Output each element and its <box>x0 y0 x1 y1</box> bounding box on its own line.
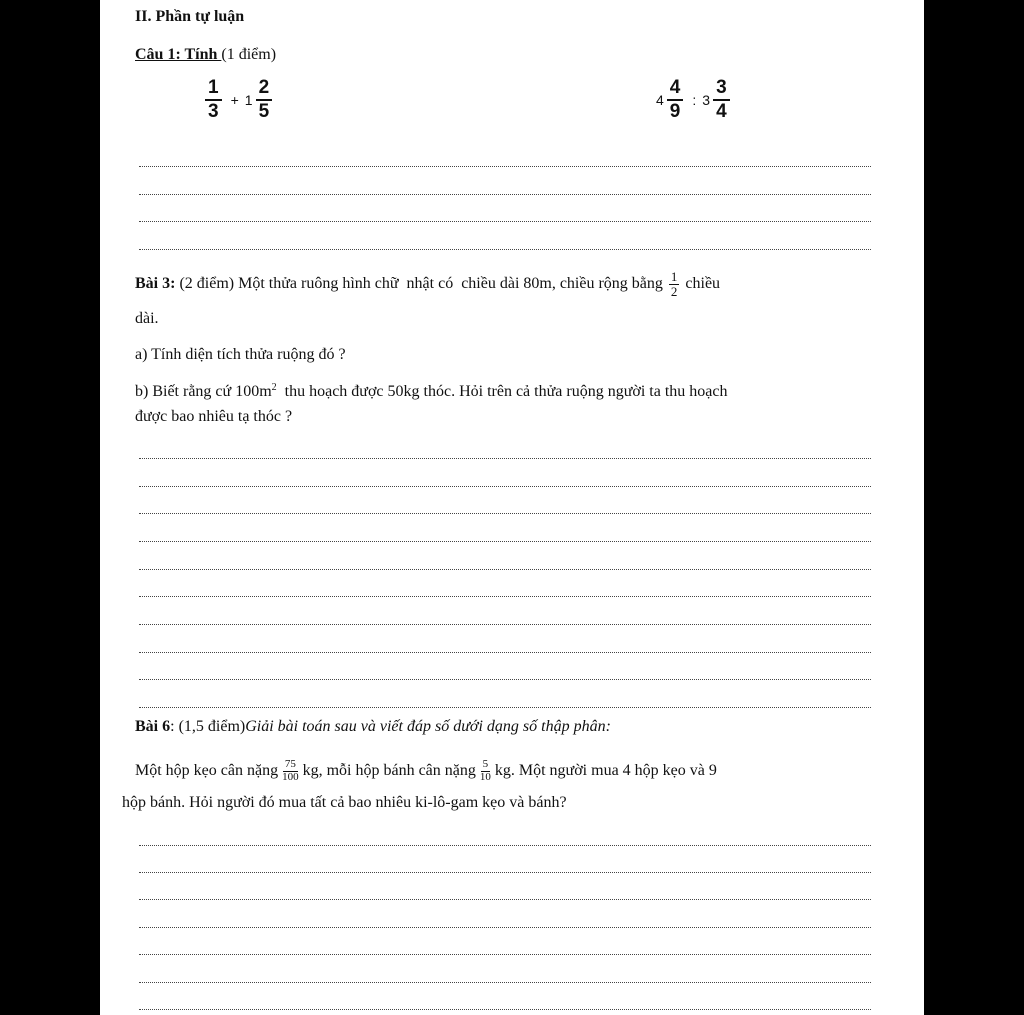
fraction: $\frac{3}{4}$ <box>713 78 730 122</box>
whole-number: 1 <box>244 91 253 108</box>
bai6-line-2: hộp bánh. Hỏi người đó mua tất cả bao nhiêu ki-lô-gam kẹo và bánh? <box>122 794 567 811</box>
fraction: $\frac{1}{2}$ <box>670 268 678 299</box>
cau1-expression-2 <box>656 78 733 122</box>
answer-line <box>139 541 871 542</box>
cau1-heading <box>135 46 276 64</box>
answer-line <box>139 679 871 680</box>
operator: : <box>692 91 697 108</box>
answer-line <box>139 486 871 487</box>
bai3-label: Bài 3: <box>135 275 176 292</box>
fraction: $\frac{4}{9}$ <box>667 78 684 122</box>
cau1-expression-1 <box>202 78 275 122</box>
superscript: 2 <box>271 382 277 393</box>
answer-line <box>139 221 871 222</box>
bai3-line-1 <box>135 266 720 302</box>
fraction: $\frac{2}{5}$ <box>256 78 273 122</box>
answer-line <box>139 458 871 459</box>
bai6-instruction: Giải bài toán sau và viết đáp số dưới dạng số thập phân: <box>245 718 611 735</box>
fraction: $\frac{1}{3}$ <box>205 78 222 122</box>
fraction: $\frac{5}{10}$ <box>479 757 491 783</box>
bai3-question-b: b) Biết rằng cứ $100m^2$ thu hoạch được 50kg thóc. Hỏi trên cả thửa ruộng người ta thu hoạch <box>135 382 728 400</box>
answer-line <box>139 249 871 250</box>
answer-line <box>139 845 871 846</box>
answer-line <box>139 954 871 955</box>
bai6-line-1: Một hộp kẹo cân nặng $\frac{75}{100}$ kg, mỗi hộp bánh cân nặng $\frac{5}{10}$ kg. Một người mua 4 hộp kẹo và 9 <box>135 757 717 783</box>
bai3-question-a: a) Tính diện tích thửa ruộng đó ? <box>135 346 346 363</box>
cau1-points: (1 điểm) <box>221 46 277 63</box>
cau1-label: Câu 1: Tính <box>135 46 222 63</box>
whole-number: 3 <box>702 91 711 108</box>
answer-line <box>139 982 871 983</box>
answer-line <box>139 652 871 653</box>
bai3-line-2: dài. <box>135 310 159 327</box>
bai3-text-end: chiều <box>685 275 721 292</box>
bai6-label: Bài 6 <box>135 718 171 735</box>
answer-line <box>139 927 871 928</box>
answer-line <box>139 624 871 625</box>
answer-line <box>139 1009 871 1010</box>
whole-number: 4 <box>656 91 664 108</box>
answer-line <box>139 513 871 514</box>
bai6-heading <box>135 718 611 736</box>
bai3-text: (2 điểm) Một thửa ruông hình chữ nhật có chiều dài 80m, chiều rộng bằng <box>175 275 663 292</box>
answer-line <box>139 596 871 597</box>
answer-line <box>139 707 871 708</box>
worksheet-page <box>100 0 924 1015</box>
bai6-points: : (1,5 điểm) <box>170 718 246 735</box>
fraction: $\frac{75}{100}$ <box>282 757 299 783</box>
answer-line <box>139 569 871 570</box>
answer-line <box>139 899 871 900</box>
answer-line <box>139 166 871 167</box>
section-title: II. Phần tự luận <box>135 8 245 25</box>
answer-line <box>139 194 871 195</box>
bai3-question-b-line-2: được bao nhiêu tạ thóc ? <box>135 408 293 425</box>
answer-line <box>139 872 871 873</box>
operator: + <box>230 91 239 108</box>
